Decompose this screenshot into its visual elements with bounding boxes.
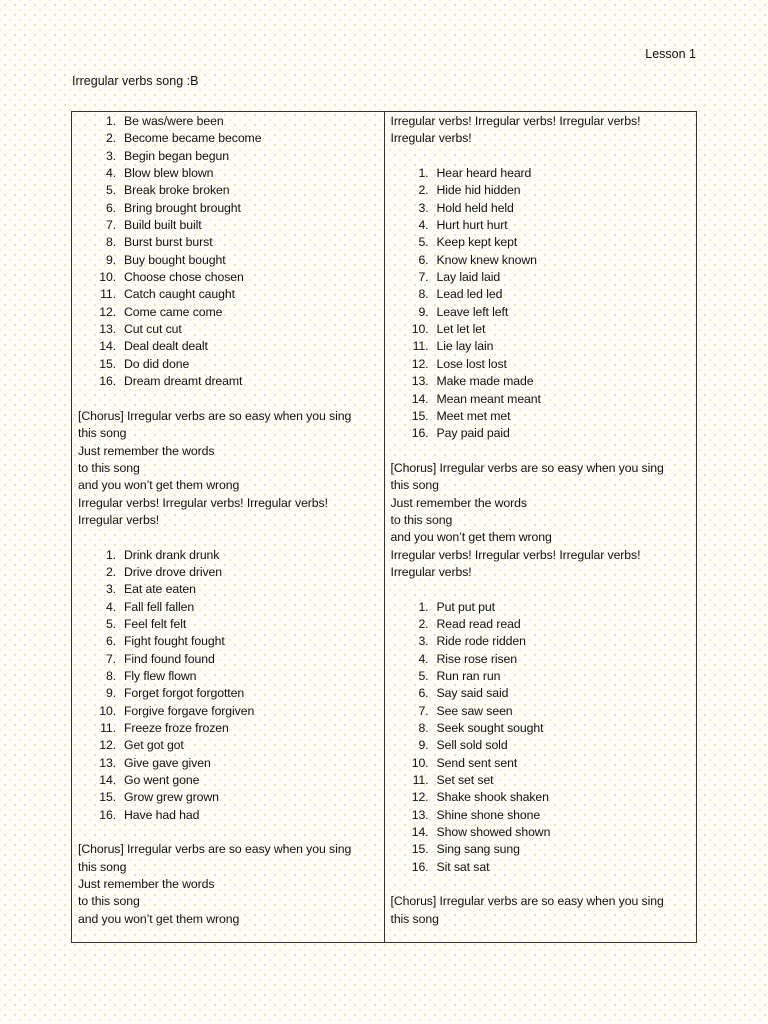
verb-forms: Come came come <box>124 304 223 319</box>
verb-list-item <box>78 755 378 772</box>
chorus-block <box>391 893 691 928</box>
verb-list-item <box>78 720 378 737</box>
verb-forms: Rise rose risen <box>436 651 518 666</box>
item-number: 15. <box>411 842 429 857</box>
verb-forms: Meet met met <box>436 408 511 423</box>
verb-forms: Say said said <box>436 686 509 701</box>
item-number: 2. <box>105 564 116 579</box>
item-number: 16. <box>99 374 116 389</box>
lyric-line: Irregular verbs! Irregular verbs! Irregular verbs! <box>390 547 641 562</box>
chorus-block <box>391 460 691 581</box>
verb-forms: Lie lay lain <box>436 339 494 354</box>
lyric-line: Just remember the words <box>78 877 215 892</box>
verb-forms: Lose lost lost <box>436 356 507 371</box>
verb-forms: Cut cut cut <box>124 322 182 337</box>
verb-list-item <box>391 234 691 251</box>
verb-forms: See saw seen <box>436 703 513 718</box>
item-number: 11. <box>412 773 429 788</box>
item-number: 8. <box>105 669 116 683</box>
verb-forms: Bring brought brought <box>124 200 241 215</box>
spacer <box>78 391 378 408</box>
verb-list-item <box>391 304 691 321</box>
item-number: 9. <box>418 738 429 753</box>
item-number: 14. <box>99 339 116 354</box>
lyric-line: Just remember the words <box>390 495 527 510</box>
lyric-line: Irregular verbs! <box>390 131 472 146</box>
item-number: 7. <box>418 270 429 285</box>
item-number: 14. <box>411 391 429 406</box>
verb-list-item <box>391 616 691 633</box>
verb-forms: Hold held held <box>436 200 514 215</box>
item-number: 8. <box>105 235 116 250</box>
verb-forms: Let let let <box>436 322 486 337</box>
verb-forms: Put put put <box>436 599 495 614</box>
verb-forms: Fly flew flown <box>124 669 197 683</box>
verb-list-item <box>391 165 691 182</box>
item-number: 13. <box>411 374 429 389</box>
lyrics-table <box>71 111 697 943</box>
item-number: 15. <box>99 356 116 371</box>
item-number: 13. <box>99 322 116 337</box>
verb-list-item <box>78 252 378 269</box>
verb-forms: Feel felt felt <box>124 616 187 631</box>
verb-forms: Pay paid paid <box>436 426 510 441</box>
verb-list-item <box>78 564 378 581</box>
item-number: 6. <box>105 634 116 649</box>
verb-list-item <box>391 286 691 303</box>
verb-forms: Dream dreamt dreamt <box>124 374 243 389</box>
verb-forms: Make made made <box>436 374 534 389</box>
item-number: 11. <box>100 287 116 302</box>
verb-forms: Run ran run <box>436 669 501 683</box>
verb-list-item <box>78 737 378 754</box>
item-number: 9. <box>105 686 116 701</box>
verb-list-item <box>391 651 691 668</box>
item-number: 1. <box>105 114 116 128</box>
verb-forms: Hide hid hidden <box>436 183 521 198</box>
verb-list-item <box>78 651 378 668</box>
verb-list-item <box>78 807 378 824</box>
verb-forms: Show showed shown <box>436 825 551 840</box>
lyric-line: Irregular verbs! <box>78 512 160 527</box>
verb-forms: Hurt hurt hurt <box>436 218 508 233</box>
verb-list-item <box>391 841 691 858</box>
verb-list-item <box>78 581 378 598</box>
verb-forms: Set set set <box>436 773 494 788</box>
verb-list-item <box>78 234 378 251</box>
verb-forms: Ride rode ridden <box>436 634 526 649</box>
verb-forms: Forgive forgave forgiven <box>124 703 255 718</box>
verb-list-item <box>391 737 691 754</box>
verb-list-item <box>78 182 378 199</box>
chorus-block <box>78 841 378 928</box>
lyric-line: Just remember the words <box>78 443 215 458</box>
item-number: 16. <box>411 426 429 441</box>
verb-list-item <box>78 685 378 702</box>
verb-forms: Forget forgot forgotten <box>124 686 245 701</box>
verb-list-item <box>78 269 378 286</box>
item-number: 10. <box>411 755 429 770</box>
verb-list-item <box>391 269 691 286</box>
verb-forms: Become became become <box>124 131 262 146</box>
chorus-block <box>78 408 378 529</box>
verb-forms: Freeze froze frozen <box>124 721 229 736</box>
verb-list-item <box>391 755 691 772</box>
verb-forms: Lead led led <box>436 287 503 302</box>
verb-forms: Begin began begun <box>124 148 229 163</box>
item-number: 1. <box>418 166 429 181</box>
verb-list-item <box>78 356 378 373</box>
verb-list-item <box>391 338 691 355</box>
verb-list-item <box>391 391 691 408</box>
lesson-label: Lesson 1 <box>645 47 696 61</box>
verb-forms: Leave left left <box>436 304 509 319</box>
item-number: 6. <box>418 252 429 267</box>
item-number: 3. <box>105 582 116 597</box>
verb-list-item <box>78 113 378 130</box>
verb-list-item <box>78 165 378 182</box>
verb-list-item <box>78 599 378 616</box>
item-number: 1. <box>418 599 429 614</box>
verb-list-item <box>391 685 691 702</box>
item-number: 9. <box>418 304 429 319</box>
verb-list-item <box>78 217 378 234</box>
item-number: 7. <box>418 703 429 718</box>
verb-list-item <box>78 200 378 217</box>
verb-list-item <box>78 373 378 390</box>
verb-list-item <box>391 772 691 789</box>
verb-list-item <box>78 772 378 789</box>
verb-list-item <box>78 148 378 165</box>
verb-forms: Shine shone shone <box>436 807 541 822</box>
verb-list-item <box>391 425 691 442</box>
verb-forms: Deal dealt dealt <box>124 339 208 354</box>
verb-list-item <box>391 668 691 685</box>
verb-forms: Choose chose chosen <box>124 270 244 285</box>
verb-forms: Sell sold sold <box>436 738 508 753</box>
item-number: 4. <box>105 599 116 614</box>
item-number: 5. <box>418 669 429 683</box>
item-number: 8. <box>418 287 429 302</box>
item-number: 4. <box>418 218 429 233</box>
verb-list-item <box>78 668 378 685</box>
item-number: 10. <box>411 322 429 337</box>
item-number: 14. <box>99 773 116 788</box>
verb-list-item <box>391 408 691 425</box>
verb-list <box>78 547 378 825</box>
spacer <box>391 876 691 893</box>
item-number: 15. <box>411 408 429 423</box>
verb-forms: Break broke broken <box>124 183 230 198</box>
intro-block <box>391 113 691 148</box>
item-number: 2. <box>418 616 429 631</box>
lyric-line: Irregular verbs! Irregular verbs! Irregular verbs! <box>78 495 328 510</box>
verb-forms: Drive drove driven <box>124 564 222 579</box>
verb-list-item <box>391 807 691 824</box>
verb-list <box>391 165 691 443</box>
verb-forms: Go went gone <box>124 773 200 788</box>
left-column <box>72 112 385 942</box>
verb-forms: Find found found <box>124 651 215 666</box>
verb-list-item <box>78 789 378 806</box>
item-number: 16. <box>411 859 429 874</box>
verb-forms: Have had had <box>124 807 200 822</box>
verb-forms: Mean meant meant <box>436 391 541 406</box>
verb-forms: Eat ate eaten <box>124 582 196 597</box>
item-number: 2. <box>418 183 429 198</box>
item-number: 13. <box>411 807 429 822</box>
item-number: 11. <box>100 721 116 736</box>
verb-list <box>78 113 378 391</box>
item-number: 7. <box>105 651 116 666</box>
verb-list-item <box>391 859 691 876</box>
lyric-line: to this song <box>78 894 140 909</box>
verb-forms: Drink drank drunk <box>124 547 220 562</box>
item-number: 5. <box>105 616 116 631</box>
verb-forms: Keep kept kept <box>436 235 518 250</box>
verb-forms: Hear heard heard <box>436 166 532 181</box>
verb-forms: Buy bought bought <box>124 252 226 267</box>
verb-list-item <box>391 356 691 373</box>
verb-list-item <box>391 824 691 841</box>
verb-list-item <box>78 338 378 355</box>
item-number: 13. <box>99 755 116 770</box>
verb-forms: Shake shook shaken <box>436 790 549 805</box>
verb-forms: Send sent sent <box>436 755 518 770</box>
lyric-line: this song <box>390 911 439 926</box>
verb-forms: Fall fell fallen <box>124 599 195 614</box>
verb-forms: Be was/were been <box>124 114 224 128</box>
verb-forms: Do did done <box>124 356 190 371</box>
verb-list-item <box>78 304 378 321</box>
verb-forms: Know knew known <box>436 252 537 267</box>
right-column <box>385 112 697 942</box>
spacer <box>78 824 378 841</box>
spacer <box>78 529 378 546</box>
verb-list <box>391 599 691 877</box>
verb-forms: Sit sat sat <box>436 859 490 874</box>
lyric-line: [Chorus] Irregular verbs are so easy when you sing <box>78 842 352 857</box>
verb-list-item <box>78 703 378 720</box>
item-number: 9. <box>105 252 116 267</box>
lyric-line: Irregular verbs! <box>390 564 472 579</box>
verb-list-item <box>391 703 691 720</box>
verb-list-item <box>391 217 691 234</box>
item-number: 3. <box>418 634 429 649</box>
verb-forms: Sing sang sung <box>436 842 520 857</box>
verb-list-item <box>391 321 691 338</box>
item-number: 2. <box>105 131 116 146</box>
verb-forms: Grow grew grown <box>124 790 219 805</box>
verb-list-item <box>391 789 691 806</box>
item-number: 7. <box>105 218 116 233</box>
lyric-line: Irregular verbs! Irregular verbs! Irregular verbs! <box>390 114 641 128</box>
verb-list-item <box>391 252 691 269</box>
verb-forms: Give gave given <box>124 755 211 770</box>
verb-forms: Get got got <box>124 738 184 753</box>
item-number: 11. <box>412 339 429 354</box>
spacer <box>391 581 691 598</box>
item-number: 4. <box>105 166 116 181</box>
item-number: 10. <box>99 703 116 718</box>
verb-list-item <box>78 633 378 650</box>
lyric-line: this song <box>78 859 127 874</box>
verb-list-item <box>78 321 378 338</box>
lyric-line: and you won’t get them wrong <box>78 911 240 926</box>
item-number: 12. <box>411 356 429 371</box>
spacer <box>391 443 691 460</box>
lyric-line: and you won’t get them wrong <box>390 530 552 545</box>
spacer <box>391 148 691 165</box>
verb-list-item <box>78 130 378 147</box>
verb-list-item <box>391 182 691 199</box>
lyric-line: to this song <box>390 512 453 527</box>
item-number: 1. <box>105 547 116 562</box>
item-number: 6. <box>418 686 429 701</box>
verb-forms: Build built built <box>124 218 202 233</box>
verb-forms: Lay laid laid <box>436 270 501 285</box>
verb-list-item <box>391 633 691 650</box>
verb-list-item <box>391 720 691 737</box>
verb-list-item <box>78 286 378 303</box>
lyric-line: this song <box>390 478 439 493</box>
lyric-line: [Chorus] Irregular verbs are so easy when you sing <box>390 460 664 475</box>
item-number: 15. <box>99 790 116 805</box>
lyric-line: this song <box>78 426 127 441</box>
item-number: 12. <box>99 738 116 753</box>
item-number: 12. <box>99 304 116 319</box>
lyric-line: to this song <box>78 460 140 475</box>
verb-forms: Read read read <box>436 616 521 631</box>
item-number: 4. <box>418 651 429 666</box>
verb-forms: Burst burst burst <box>124 235 213 250</box>
item-number: 10. <box>99 270 116 285</box>
item-number: 5. <box>418 235 429 250</box>
lyric-line: [Chorus] Irregular verbs are so easy when you sing <box>390 894 664 909</box>
verb-list-item <box>391 599 691 616</box>
verb-list-item <box>391 200 691 217</box>
verb-forms: Seek sought sought <box>436 721 544 736</box>
item-number: 5. <box>105 183 116 198</box>
verb-forms: Fight fought fought <box>124 634 225 649</box>
verb-list-item <box>391 373 691 390</box>
item-number: 14. <box>411 825 429 840</box>
item-number: 12. <box>411 790 429 805</box>
item-number: 3. <box>418 200 429 215</box>
verb-list-item <box>78 616 378 633</box>
verb-list-item <box>78 547 378 564</box>
verb-forms: Blow blew blown <box>124 166 214 181</box>
verb-forms: Catch caught caught <box>124 287 235 302</box>
lyric-line: [Chorus] Irregular verbs are so easy when you sing <box>78 408 352 423</box>
document-title: Irregular verbs song :B <box>72 74 199 88</box>
item-number: 6. <box>105 200 116 215</box>
item-number: 3. <box>105 148 116 163</box>
item-number: 8. <box>418 721 429 736</box>
item-number: 16. <box>99 807 116 822</box>
lyric-line: and you won’t get them wrong <box>78 478 240 493</box>
